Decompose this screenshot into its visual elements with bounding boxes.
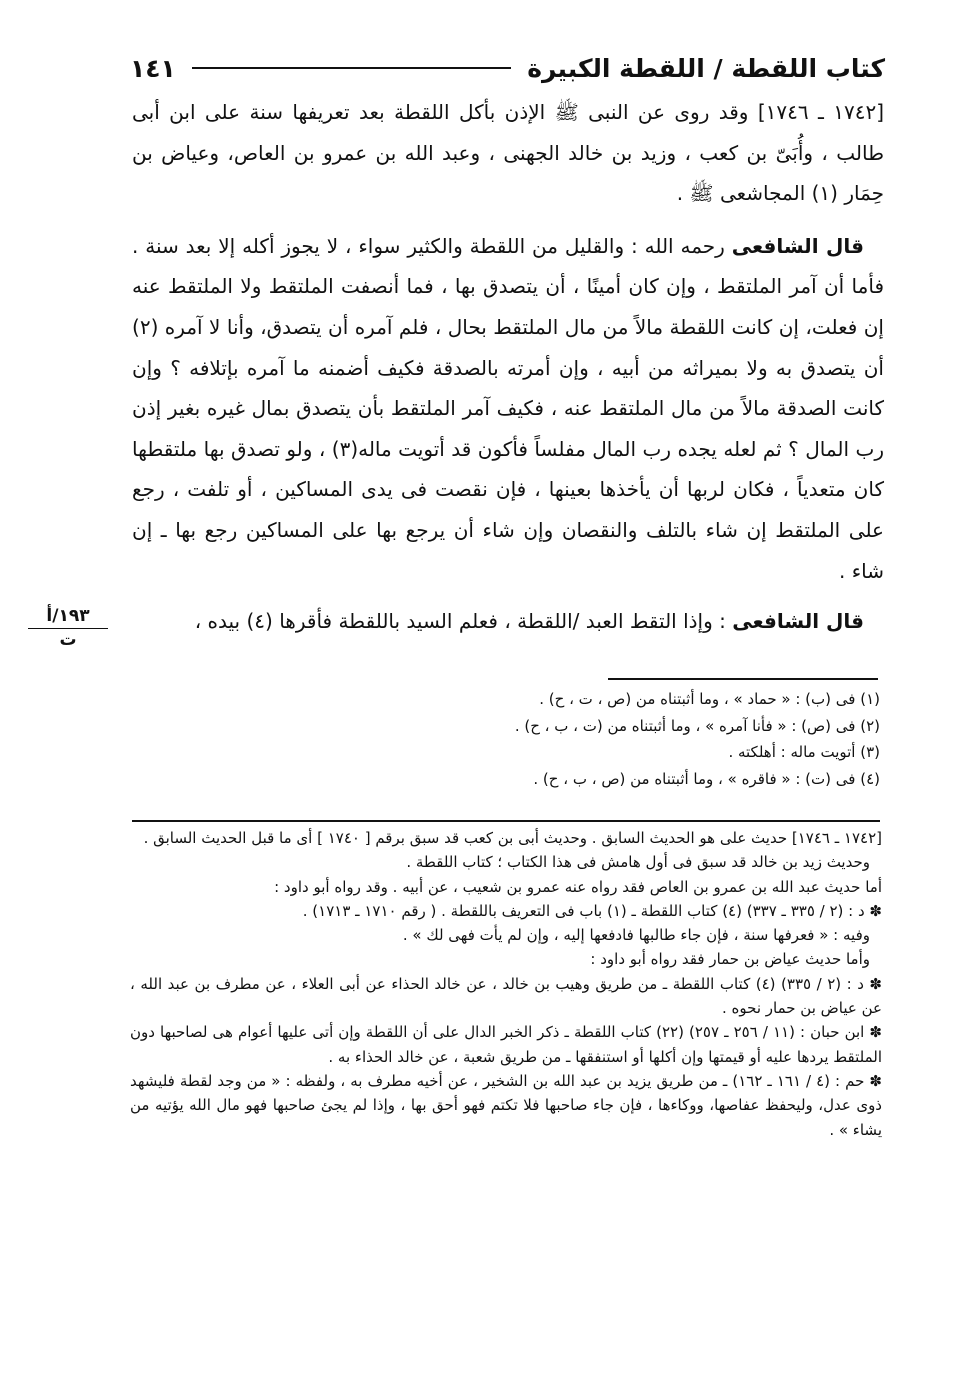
manuscript-margin-note bbox=[28, 606, 108, 651]
commentary-line: وحديث زيد بن خالد قد سبق فى أول هامش فى هذا الكتاب ؛ كتاب اللقطة . bbox=[406, 853, 870, 872]
page-header bbox=[130, 50, 885, 86]
commentary-line: ✽ ابن حبان : (١١ / ٢٥٦ ـ ٢٥٧) (٢٢) كتاب اللقطة ـ ذكر الخبر الدال على أن اللقطة وإن أتى عليها أعوام هى لصاحبها دون الملتقط يردها عليه أو قيمتها وإن أكلها أو استنفقها ـ من طريق شعبة ، عن خالد الحذاء به . bbox=[130, 1023, 882, 1066]
commentary-rule bbox=[132, 820, 880, 822]
paragraph-3-body: : وإذا التقط العبد /اللقطة ، فعلم السيد باللقطة فأقرها (٤) بيده ، bbox=[194, 609, 733, 634]
paragraph-2-lead: قال الشافعى bbox=[731, 233, 864, 258]
commentary-line: [١٧٤٢ ـ ١٧٤٦] حديث على هو الحديث السابق . وحديث أبى بن كعب قد سبق برقم [ ١٧٤٠ ] أى ما قبل الحديث السابق . bbox=[143, 829, 882, 847]
paragraph-2-body: رحمه الله : والقليل من اللقطة والكثير سواء ، لا يجوز أكله إلا بعد سنة . فأما أن آمر الملتقط ، وإن كان أمينًا ، أن يتصدق بها ، فما أنصفت الملتقط ولا الملتقط عنه إن فعلت، إن كانت اللقطة مالاً من مال الملتقط بحال ، فلم آمره أن يتصدق، وأنا لا آمره (٢) أن يتصدق به ولا بميراثه من أبيه ، وإن أمرته بالصدقة فكيف أضمنه ما آمره بإتلافه ؟ وإن كانت الصدقة مالاً من مال الملتقط عنه ، فكيف آمر الملتقط بأن يتصدق بمال غيره بغير إذن رب المال ؟ ثم لعله يجده رب المال مفلساً فأكون قد أتويت ماله(٣) ، ولو تصدق بها ملتقطها كان متعدياً ، فكان لربها أن يأخذها بعينها ، فإن نقصت فى يدى المساكين ، أو تلفت ، رجع على الملتقط إن شاء بالتلف والنقصان وإن شاء أن يرجع بها على المساكين رجع بها ـ إن شاء . bbox=[132, 233, 885, 583]
running-title: كتاب اللقطة / اللقطة الكبيرة bbox=[527, 53, 885, 83]
footnote: (٤) فى (ت) : « فاقره » ، وما أثبتناه من (ص ، ب ، ح) . bbox=[533, 769, 880, 788]
footnote: (٢) فى (ص) : « فأنا آمره » ، وما أثبتناه من (ت ، ب ، ح) . bbox=[514, 716, 880, 735]
commentary-line: وأما حديث عياض بن حمار فقد رواه أبو داود : bbox=[590, 950, 870, 969]
margin-note-siglum: ت bbox=[59, 630, 77, 650]
commentary-line: وفيه : « فعرفها سنة ، فإن جاء طالبها فادفعها إليه ، وإن لم يأت فهى لك » . bbox=[402, 926, 870, 945]
commentary-line: أما حديث عبد الله بن عمرو بن العاص فقد رواه عنه عمرو بن شعيب ، عن أبيه . وقد رواه أبو داود : bbox=[274, 877, 882, 896]
commentary-line: ✽ حم : (٤ / ١٦١ ـ ١٦٢) ـ من طريق يزيد بن عبد الله بن الشخير ، عن أخيه مطرف به ، ولفظه : « من وجد لقطة فليشهد ذوى عدل، وليحفظ عفاصها، ووكاءها ، فإن جاء صاحبها فلا تكتم فهو أحق بها ، وإذا لم يجئ صاحبها فهو مال الله يؤتيه من يشاء » . bbox=[130, 1071, 882, 1139]
commentary-line: ✽ د : (٢ / ٣٣٥) (٤) كتاب اللقطة ـ من طريق وهيب بن خالد ، عن خالد الحذاء عن أبى العلاء ، عن مطرف بن عبد الله ، عن عياض بن حمار نحوه . bbox=[130, 974, 882, 1018]
commentary-line: ✽ د : (٢ / ٣٣٥ ـ ٣٣٧) (٤) كتاب اللقطة ـ (١) باب فى التعريف باللقطة . ( رقم ١٧١٠ ـ ١٧١٣) . bbox=[302, 901, 882, 920]
footnote: (١) فى (ب) : « حماد » ، وما أثبتناه من (ص ، ت ، ح) . bbox=[539, 690, 880, 708]
hadith-commentary bbox=[130, 826, 882, 1142]
paragraph-1: [١٧٤٢ ـ ١٧٤٦] وقد روى عن النبى ﷺ الإذن بأكل اللقطة بعد تعريفها سنة على ابن أبى طالب ، وأُبَىّ بن كعب ، وزيد بن خالد الجهنى ، وعبد الله بن عمرو بن العاص، وعياض بن حِمَار (١) المجاشعى ﷺ . bbox=[132, 100, 884, 206]
header-rule bbox=[192, 67, 511, 69]
footnotes bbox=[132, 686, 880, 792]
footnotes-rule bbox=[608, 678, 878, 680]
margin-note-folio: ١٩٣/أ bbox=[28, 606, 108, 629]
main-text bbox=[132, 92, 884, 642]
page-number: ١٤١ bbox=[130, 53, 176, 83]
paragraph-3-lead: قال الشافعى bbox=[732, 609, 864, 634]
paragraph-3 bbox=[132, 601, 884, 642]
footnote: (٣) أتويت ماله : أهلكته . bbox=[728, 743, 880, 761]
paragraph-2 bbox=[132, 226, 884, 591]
